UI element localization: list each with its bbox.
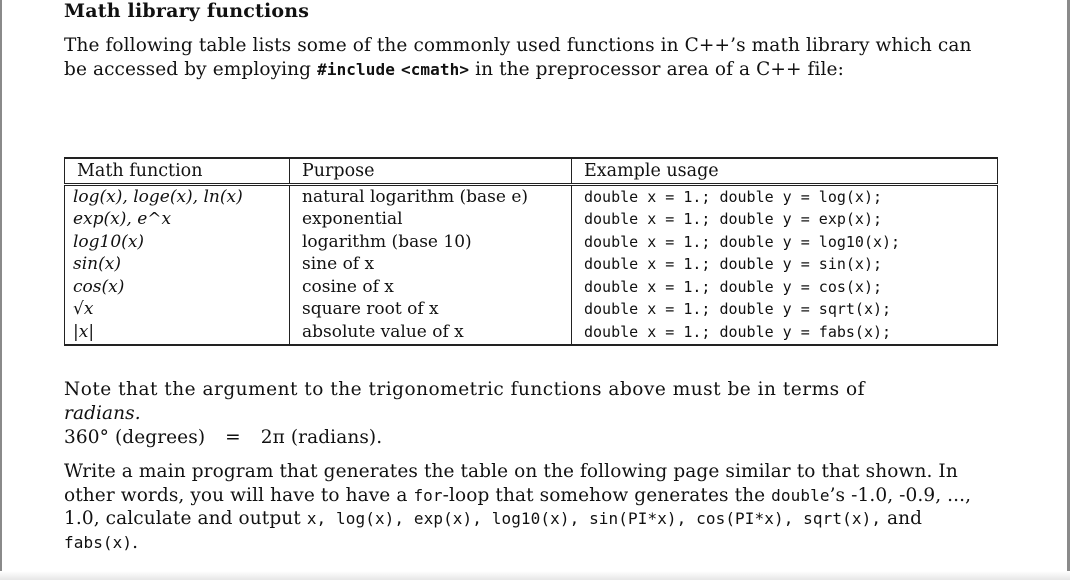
example-cell: double x = 1.; double y = sin(x);	[572, 254, 998, 277]
example-cell: double x = 1.; double y = sqrt(x);	[572, 299, 998, 322]
example-cell: double x = 1.; double y = cos(x);	[572, 276, 998, 299]
table-row	[65, 185, 998, 209]
header-purpose: Purpose	[290, 158, 572, 185]
task-text-3: ’s -1.0, -0.9, ..., 1.0, calculate and output	[64, 484, 972, 529]
section-heading: Math library functions	[64, 0, 310, 22]
task-text-1: Write a main program that generates the table on the following page similar to that shown. In other words, you will have to have a	[64, 461, 958, 506]
header-math-function: Math function	[65, 158, 290, 185]
equation-right: 2π (radians).	[260, 427, 383, 448]
table-row	[65, 231, 998, 254]
purpose-cell: natural logarithm (base e)	[290, 185, 572, 209]
bottom-edge-shadow	[0, 571, 1070, 580]
purpose-cell: logarithm (base 10)	[290, 231, 572, 254]
func-cell: log10(x)	[65, 231, 290, 254]
code-fabs: fabs(x)	[64, 532, 133, 552]
table-row	[65, 209, 998, 232]
degree-equation	[64, 426, 974, 450]
task-end: .	[132, 531, 139, 553]
example-cell: double x = 1.; double y = log(x);	[572, 185, 998, 209]
task-paragraph	[64, 460, 974, 554]
table-header-row	[65, 158, 998, 185]
intro-text-after: in the preprocessor area of a C++ file:	[469, 58, 844, 80]
example-cell: double x = 1.; double y = exp(x);	[572, 209, 998, 232]
include-code: #include	[317, 59, 395, 79]
math-functions-table	[64, 157, 998, 346]
func-cell: √x	[65, 299, 290, 322]
example-cell: double x = 1.; double y = log10(x);	[572, 231, 998, 254]
double-keyword: double	[771, 485, 830, 505]
func-cell: exp(x), e^x	[65, 209, 290, 232]
func-cell: sin(x)	[65, 254, 290, 277]
purpose-cell: cosine of x	[290, 276, 572, 299]
code-function-list: x, log(x), exp(x), log10(x), sin(PI*x), cos(PI*x), sqrt(x),	[306, 509, 882, 528]
purpose-cell: absolute value of x	[290, 321, 572, 345]
func-cell: log(x), loge(x), ln(x)	[65, 185, 290, 209]
note-line: Note that the argument to the trigonometric functions above must be in terms of	[64, 379, 865, 400]
note-paragraph	[64, 378, 974, 450]
purpose-cell: exponential	[290, 209, 572, 232]
cmath-code: <cmath>	[400, 59, 470, 79]
intro-paragraph	[64, 34, 974, 81]
task-text-2: -loop that somehow generates the	[442, 484, 772, 506]
purpose-cell: square root of x	[290, 299, 572, 322]
equation-equals: =	[225, 427, 241, 448]
example-cell: double x = 1.; double y = fabs(x);	[572, 321, 998, 345]
table-row	[65, 321, 998, 345]
for-keyword: for	[413, 485, 443, 505]
radians-word: radians.	[64, 402, 141, 424]
task-and: and	[881, 508, 923, 529]
header-example-usage: Example usage	[572, 158, 998, 185]
table-row	[65, 299, 998, 322]
intro-text-before: The following table lists some of the commonly used functions in C++’s math library which can be accessed by employing	[64, 35, 972, 80]
func-cell: |x|	[65, 321, 290, 345]
table-row	[65, 276, 998, 299]
func-cell: cos(x)	[65, 276, 290, 299]
purpose-cell: sine of x	[290, 254, 572, 277]
table-row	[65, 254, 998, 277]
window-left-border	[0, 0, 2, 580]
equation-left: 360° (degrees)	[64, 427, 206, 448]
